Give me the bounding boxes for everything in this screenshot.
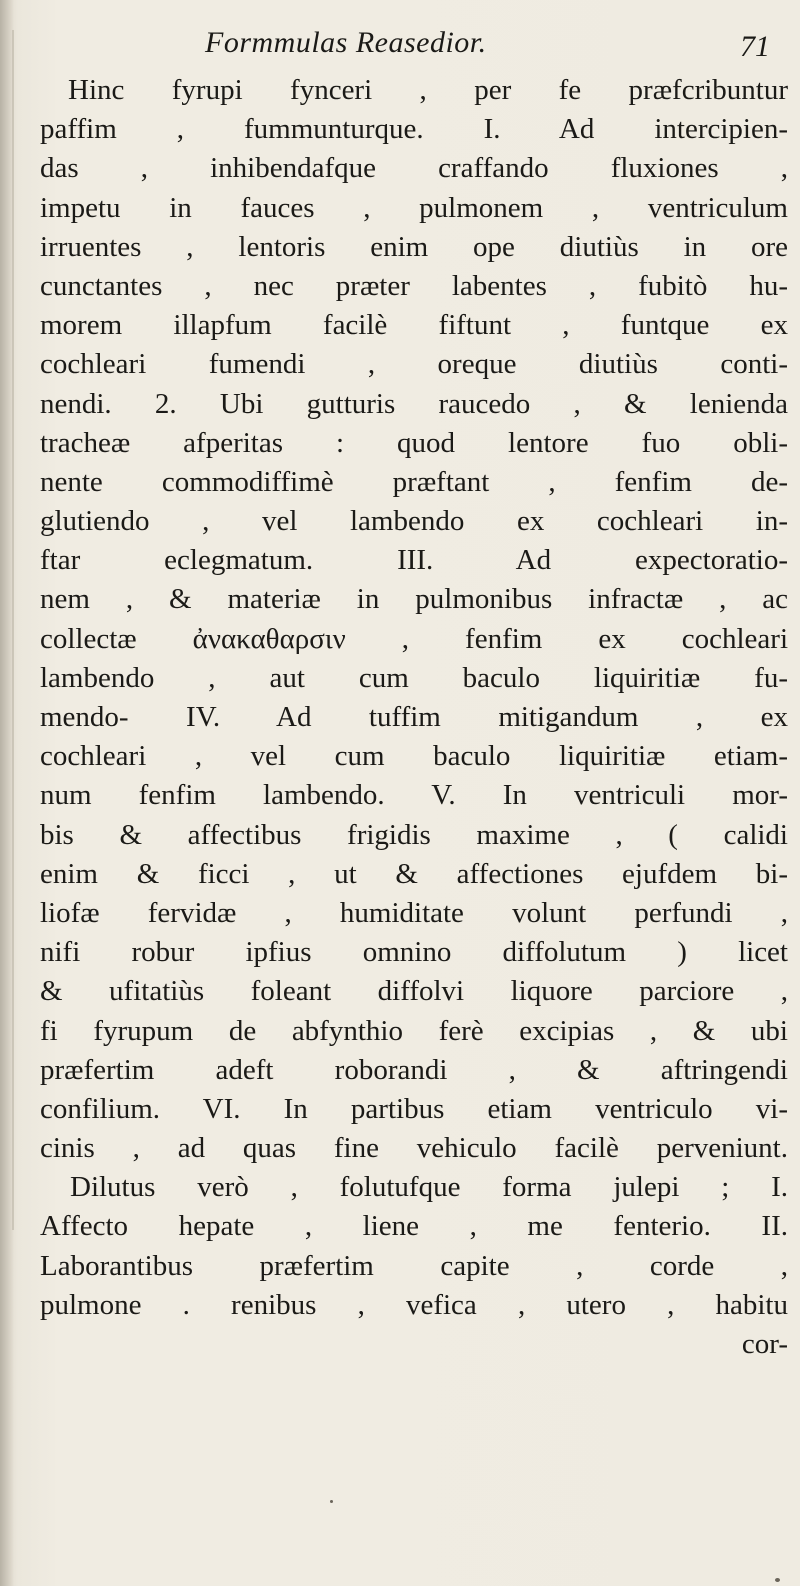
text-line: nendi. 2. Ubi gutturis raucedo , & lenienda	[40, 387, 788, 420]
paper-speck	[775, 1578, 780, 1582]
text-line: cinis , ad quas fine vehiculo facilè perveniunt.	[40, 1132, 788, 1165]
text-line: cochleari fumendi , oreque diutiùs conti-	[40, 348, 788, 381]
catchword: cor-	[741, 1328, 788, 1360]
text-line: liofæ fervidæ , humiditate volunt perfundi ,	[40, 896, 788, 929]
text-line: Hinc fyrupi fynceri , per fe præfcribuntur	[68, 74, 788, 106]
text-line: irruentes , lentoris enim ope diutiùs in ore	[40, 230, 788, 263]
text-line: & ufitatiùs foleant diffolvi liquore parciore ,	[40, 975, 788, 1008]
text-line: enim & ficci , ut & affectiones ejufdem bi-	[40, 857, 788, 890]
text-line: cochleari , vel cum baculo liquiritiæ etiam-	[40, 740, 788, 773]
text-line: num fenfim lambendo. V. In ventriculi mor-	[40, 779, 788, 812]
text-line: Affecto hepate , liene , me fenterio. II.	[40, 1210, 788, 1243]
gutter-edge	[12, 30, 14, 1230]
text-line: Dilutus verò , folutufque forma julepi ; I.	[70, 1171, 788, 1204]
text-line: tracheæ afperitas : quod lentore fuo obli-	[40, 426, 788, 459]
text-line: ftar eclegmatum. III. Ad expectoratio-	[40, 544, 788, 577]
text-line: cunctantes , nec præter labentes , fubitò hu-	[40, 269, 788, 302]
text-line: glutiendo , vel lambendo ex cochleari in-	[40, 505, 788, 538]
text-line: morem illapfum facilè fiftunt , funtque ex	[40, 309, 788, 342]
text-line: collectæ ἀνακαθαρσιν , fenfim ex cochleari	[40, 622, 788, 655]
text-line: das , inhibendafque craffando fluxiones ,	[40, 152, 788, 185]
text-line: confilium. VI. In partibus etiam ventriculo vi-	[40, 1092, 788, 1125]
text-line: pulmone . renibus , vefica , utero , habitu	[40, 1288, 788, 1321]
page-number: 71	[740, 30, 770, 63]
running-head: Formmulas Reasedior.	[205, 26, 487, 59]
text-line: Laborantibus præfertim capite , corde ,	[40, 1249, 788, 1282]
text-line: nem , & materiæ in pulmonibus infractæ , ac	[40, 583, 788, 616]
text-line: nifi robur ipfius omnino diffolutum ) licet	[40, 936, 788, 969]
text-line: fi fyrupum de abfynthio ferè excipias , & ubi	[40, 1014, 788, 1047]
body-text	[40, 71, 788, 1364]
text-line: præfertim adeft roborandi , & aftringendi	[40, 1053, 788, 1086]
text-line: nente commodiffimè præftant , fenfim de-	[40, 465, 788, 498]
text-line: mendo- IV. Ad tuffim mitigandum , ex	[40, 701, 788, 733]
text-line: impetu in fauces , pulmonem , ventriculum	[40, 191, 788, 224]
text-line: bis & affectibus frigidis maxime , ( calidi	[40, 818, 788, 851]
paper-speck	[330, 1500, 333, 1503]
text-line: lambendo , aut cum baculo liquiritiæ fu-	[40, 661, 788, 694]
text-line: paffim , fummunturque. I. Ad intercipien-	[40, 113, 788, 146]
